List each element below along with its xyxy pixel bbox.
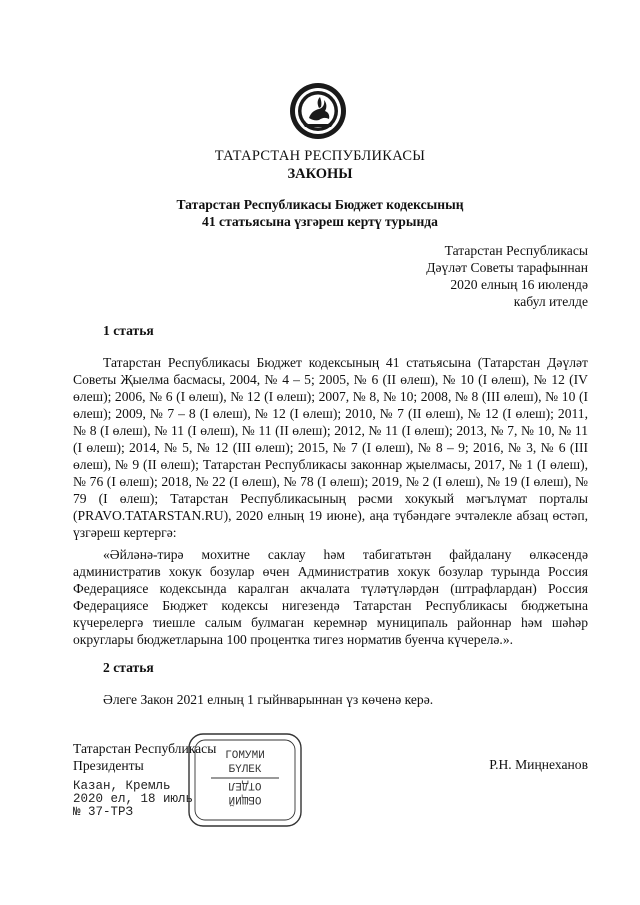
- date-line: 2020 ел, 18 июль: [73, 792, 194, 806]
- law-title-line: 41 статьясына үзгәреш кертү турында: [202, 214, 438, 229]
- article-1-text: Татарстан Республикасы Бюджет кодексының 41 статьясына (Татарстан Дәүләт Советы Җыелма басмасы, 2004, № 4 – 5; 2005, № 6 (II өлеш), № 10 (I өлеш), № 12 (IV өлеш); 2006, № 6 (I өлеш), № 12 (I өлеш); 2007, № 8, № 10; 2008, № 8 (III өлеш), № 10 (I өлеш); 2009, № 7 – 8 (I өлеш), № 12 (I өлеш); 2010, № 7 (II өлеш), № 12 (I өлеш); 2011, № 8 (I өлеш), № 11 (I өлеш), № 11 (II өлеш); 2012, № 11 (I өлеш); 2013, № 7, № 10, № 11 (I өлеш); 2014, № 5, № 12 (III өлеш); 2015, № 7 (I өлеш), № 8 – 9; 2016, № 3, № 6 (III өлеш), № 9 (II өлеш); Татарстан Республикасы законнар җыелмасы, 2017, № 1 (I өлеш), № 76 (I өлеш); 2018, № 22 (I өлеш), № 78 (I өлеш); 2019, № 2 (I өлеш), № 19 (I өлеш), № 79 (I өлеш); Татарстан Республикасының рәсми хокукый мәгълүмат порталы (PRAVO.TATARSTAN.RU), 2020 елның 19 июне), аңа түбәндәге эчтәлекле абзац өстәп, үзгәреш кертергә:: [73, 355, 588, 540]
- adoption-line: Дәүләт Советы тарафыннан: [426, 260, 588, 275]
- adoption-note: [426, 242, 588, 310]
- law-title: [0, 196, 640, 230]
- adoption-line: 2020 елның 16 июлендә: [450, 277, 588, 292]
- header-republic: ТАТАРСТАН РЕСПУБЛИКАСЫ: [214, 148, 426, 164]
- header-law: ЗАКОНЫ: [287, 166, 353, 182]
- stamp-text: ГОМУМИ: [225, 750, 265, 762]
- stamp-text: БҮЛЕК: [228, 764, 262, 776]
- signatory-title-line: Президенты: [73, 758, 144, 773]
- article-2-text: Әлеге Закон 2021 елның 1 гыйнварыннан үз көченә керә.: [103, 692, 434, 707]
- law-number: № 37-ТРЗ: [73, 805, 134, 819]
- place-and-number: [73, 780, 193, 819]
- official-stamp: [185, 730, 305, 830]
- place-line: Казан, Кремль: [73, 779, 171, 793]
- signatory-title-line: Татарстан Республикасы: [73, 741, 217, 756]
- article-1-quote: «Әйләнә-тирә мохитне саклау һәм табигатьтән файдалану өлкәсендә административ хокук бозулар өчен Административ хокук бозулар турында Россия Федерациясе кодексында каралган акчалата түләтүләрдән (штрафлардан) Россия Федерациясе Бюджет кодексы нигезендә Татарстан Республикасы бюджетына күчерелергә тиешле салым булмаган керемнәр муниципаль районнар һәм шәһәр округлары бюджетларына 100 процентка тигез норматив буенча күчерелә.».: [73, 547, 588, 647]
- stamp-text: ОБЩИЙ: [228, 793, 262, 805]
- adoption-line: кабул ителде: [513, 294, 588, 309]
- article-1-heading: 1 статья: [103, 323, 154, 338]
- article-2-heading: 2 статья: [103, 660, 154, 675]
- adoption-line: Татарстан Республикасы: [444, 243, 588, 258]
- stamp-text: ОТДЕЛ: [228, 779, 262, 791]
- law-title-line: Татарстан Республикасы Бюджет кодексының: [176, 197, 464, 212]
- signatory-name: Р.Н. Миңнеханов: [489, 757, 588, 772]
- tatarstan-emblem-icon: [289, 82, 347, 140]
